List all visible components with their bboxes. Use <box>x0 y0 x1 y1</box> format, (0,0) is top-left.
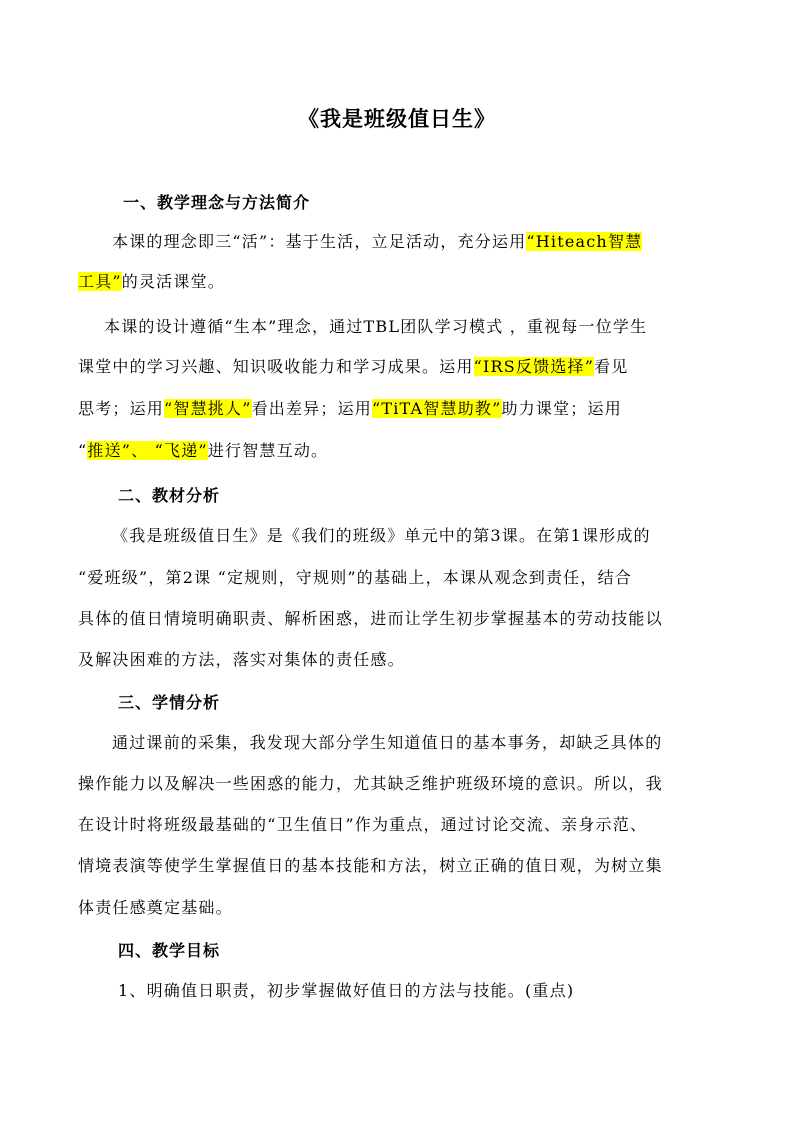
section-1-paragraph-2-line-3 <box>78 397 718 421</box>
highlighted-text: 智慧 <box>607 232 643 251</box>
text-run: 看见 <box>594 357 629 376</box>
highlighted-text: “Hiteach <box>526 232 608 251</box>
section-4-heading: 四、教学目标 <box>118 941 221 960</box>
text-run: 进行智慧互动。 <box>207 441 329 460</box>
text-run: 助力课堂；运用 <box>501 399 622 418</box>
text-run: 课堂中的学习兴趣、知识吸收能力和学习成果。运用 <box>78 357 474 376</box>
section-1-paragraph-1-line-2 <box>78 270 718 294</box>
text-run: 思考；运用 <box>78 399 165 418</box>
text-run: 看出差异；运用 <box>251 399 372 418</box>
section-2-line-3: 具体的值日情境明确职责、解析困惑，进而让学生初步掌握基本的劳动技能以 <box>78 609 663 628</box>
highlighted-text: 工具” <box>78 272 122 291</box>
section-2-line-1: 《我是班级值日生》是《我们的班级》单元中的第3课。在第1课形成的 <box>112 526 651 545</box>
highlighted-text: “TiTA智慧助教” <box>371 399 502 418</box>
section-1-paragraph-2-line-2 <box>78 355 718 379</box>
text-run: 本课的理念即三“活”：基于生活，立足活动，充分运用 <box>112 232 527 251</box>
section-1-paragraph-2-line-4 <box>78 439 718 463</box>
text-run: 的灵活课堂。 <box>121 272 225 291</box>
highlighted-text: “智慧挑人” <box>164 399 252 418</box>
section-1-paragraph-1-line-1 <box>112 230 718 254</box>
document-title: 《我是班级值日生》 <box>298 107 496 131</box>
section-3-line-4: 情境表演等使学生掌握值日的基本技能和方法，树立正确的值日观，为树立集 <box>78 856 663 875</box>
section-1-heading: 一、教学理念与方法简介 <box>123 193 311 212</box>
section-3-line-5: 体责任感奠定基础。 <box>78 898 233 917</box>
text-run: “ <box>78 441 88 460</box>
section-3-line-3: 在设计时将班级最基础的“卫生值日”作为重点，通过讨论交流、亲身示范、 <box>78 815 648 834</box>
section-2-line-4: 及解决困难的方法，落实对集体的责任感。 <box>78 650 405 669</box>
section-1-paragraph-2-line-1: 本课的设计遵循“生本”理念，通过TBL团队学习模式 ，重视每一位学生 <box>104 317 648 336</box>
section-2-heading: 二、教材分析 <box>118 486 221 505</box>
highlighted-text: 推送”、 “飞递” <box>87 441 208 460</box>
highlighted-text: “IRS反馈选择” <box>473 357 595 376</box>
section-3-line-2: 操作能力以及解决一些困惑的能力，尤其缺乏维护班级环境的意识。所以，我 <box>78 774 663 793</box>
section-4-line-1: 1、明确值日职责，初步掌握做好值日的方法与技能。(重点) <box>118 981 575 1000</box>
section-3-line-1: 通过课前的采集，我发现大部分学生知道值日的基本事务，却缺乏具体的 <box>112 733 663 752</box>
section-2-line-2: “爱班级”，第2课 “定规则，守规则”的基础上，本课从观念到责任，结合 <box>78 568 632 587</box>
section-3-heading: 三、学情分析 <box>118 693 221 712</box>
